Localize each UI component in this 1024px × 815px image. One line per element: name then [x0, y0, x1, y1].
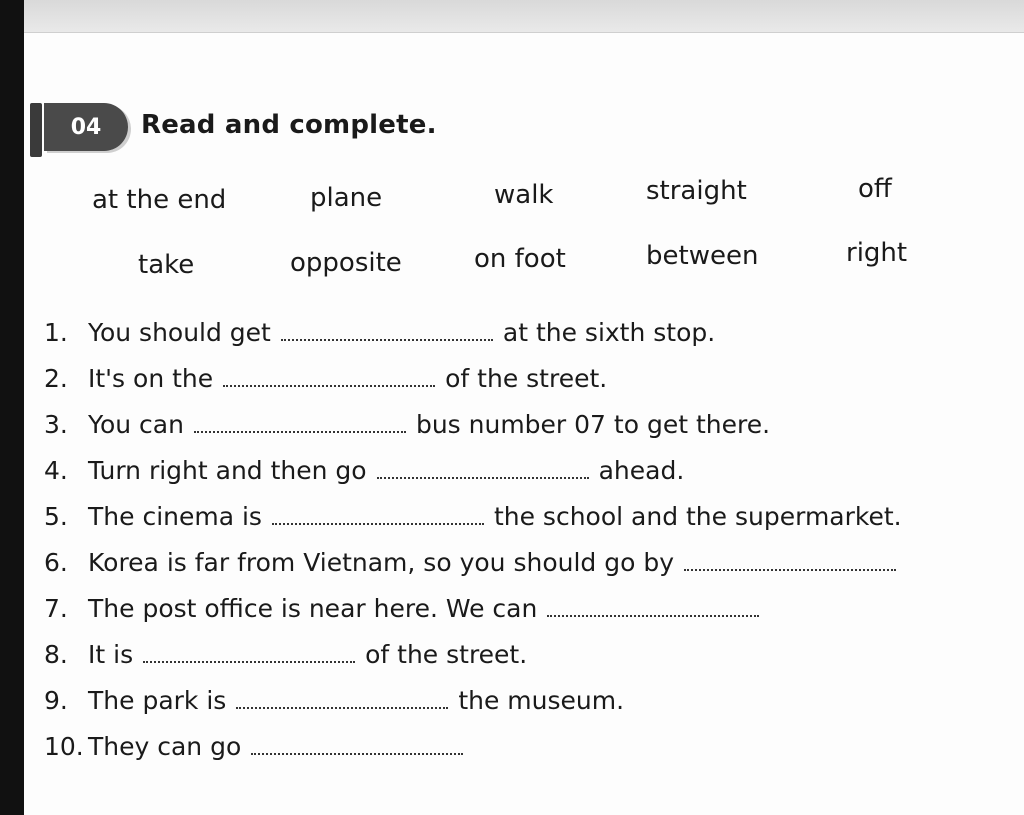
question-text-after: the school and the supermarket.: [493, 502, 902, 531]
question-number: 7.: [44, 594, 68, 623]
answer-blank[interactable]: [223, 381, 435, 387]
answer-blank[interactable]: [194, 427, 406, 433]
question-10: [44, 732, 473, 761]
question-text-before: The cinema is: [88, 502, 262, 531]
answer-blank[interactable]: [281, 335, 493, 341]
question-text-before: They can go: [88, 732, 242, 761]
badge-bar: [30, 103, 42, 157]
question-3: [44, 410, 770, 439]
exercise-number: 04: [44, 103, 128, 151]
answer-blank[interactable]: [272, 519, 484, 525]
question-text-after: at the sixth stop.: [502, 318, 716, 347]
answer-blank[interactable]: [684, 565, 896, 571]
question-1: [44, 318, 715, 347]
word-bank-item: on foot: [474, 244, 566, 274]
question-6: [44, 548, 906, 577]
question-number: 3.: [44, 410, 68, 439]
question-text-before: Turn right and then go: [88, 456, 367, 485]
question-number: 10.: [44, 732, 84, 761]
word-bank-item: right: [846, 238, 908, 268]
question-text-before: You should get: [88, 318, 271, 347]
exercise-badge: [30, 103, 130, 157]
question-number: 1.: [44, 318, 68, 347]
question-number: 8.: [44, 640, 68, 669]
page-left-edge: [0, 0, 24, 815]
answer-blank[interactable]: [143, 657, 355, 663]
question-number: 2.: [44, 364, 68, 393]
question-number: 9.: [44, 686, 68, 715]
question-8: [44, 640, 527, 669]
question-text-after: of the street.: [365, 640, 528, 669]
word-bank-item: plane: [310, 183, 383, 213]
question-text-before: The post office is near here. We can: [88, 594, 538, 623]
question-text-after: the museum.: [458, 686, 625, 715]
exercise-title: Read and complete.: [141, 110, 437, 140]
word-bank-item: at the end: [92, 185, 227, 215]
word-bank-item: take: [138, 250, 195, 280]
question-4: [44, 456, 684, 485]
answer-blank[interactable]: [377, 473, 589, 479]
question-text-after: ahead.: [598, 456, 685, 485]
word-bank-item: between: [646, 241, 759, 271]
question-text-after: bus number 07 to get there.: [415, 410, 771, 439]
word-bank-item: opposite: [290, 248, 402, 278]
question-2: [44, 364, 607, 393]
word-bank-item: walk: [494, 180, 554, 210]
question-text-after: of the street.: [445, 364, 608, 393]
question-text-before: Korea is far from Vietnam, so you should go by: [88, 548, 674, 577]
question-text-before: The park is: [88, 686, 227, 715]
question-9: [44, 686, 624, 715]
answer-blank[interactable]: [236, 703, 448, 709]
question-number: 6.: [44, 548, 68, 577]
question-text-before: You can: [88, 410, 184, 439]
word-bank-item: off: [858, 174, 892, 204]
question-5: [44, 502, 902, 531]
answer-blank[interactable]: [251, 749, 463, 755]
question-text-before: It's on the: [88, 364, 214, 393]
question-text-before: It is: [88, 640, 134, 669]
word-bank-item: straight: [646, 176, 747, 206]
page-top-strip: [24, 0, 1024, 33]
question-number: 4.: [44, 456, 68, 485]
question-7: [44, 594, 769, 623]
question-number: 5.: [44, 502, 68, 531]
answer-blank[interactable]: [547, 611, 759, 617]
